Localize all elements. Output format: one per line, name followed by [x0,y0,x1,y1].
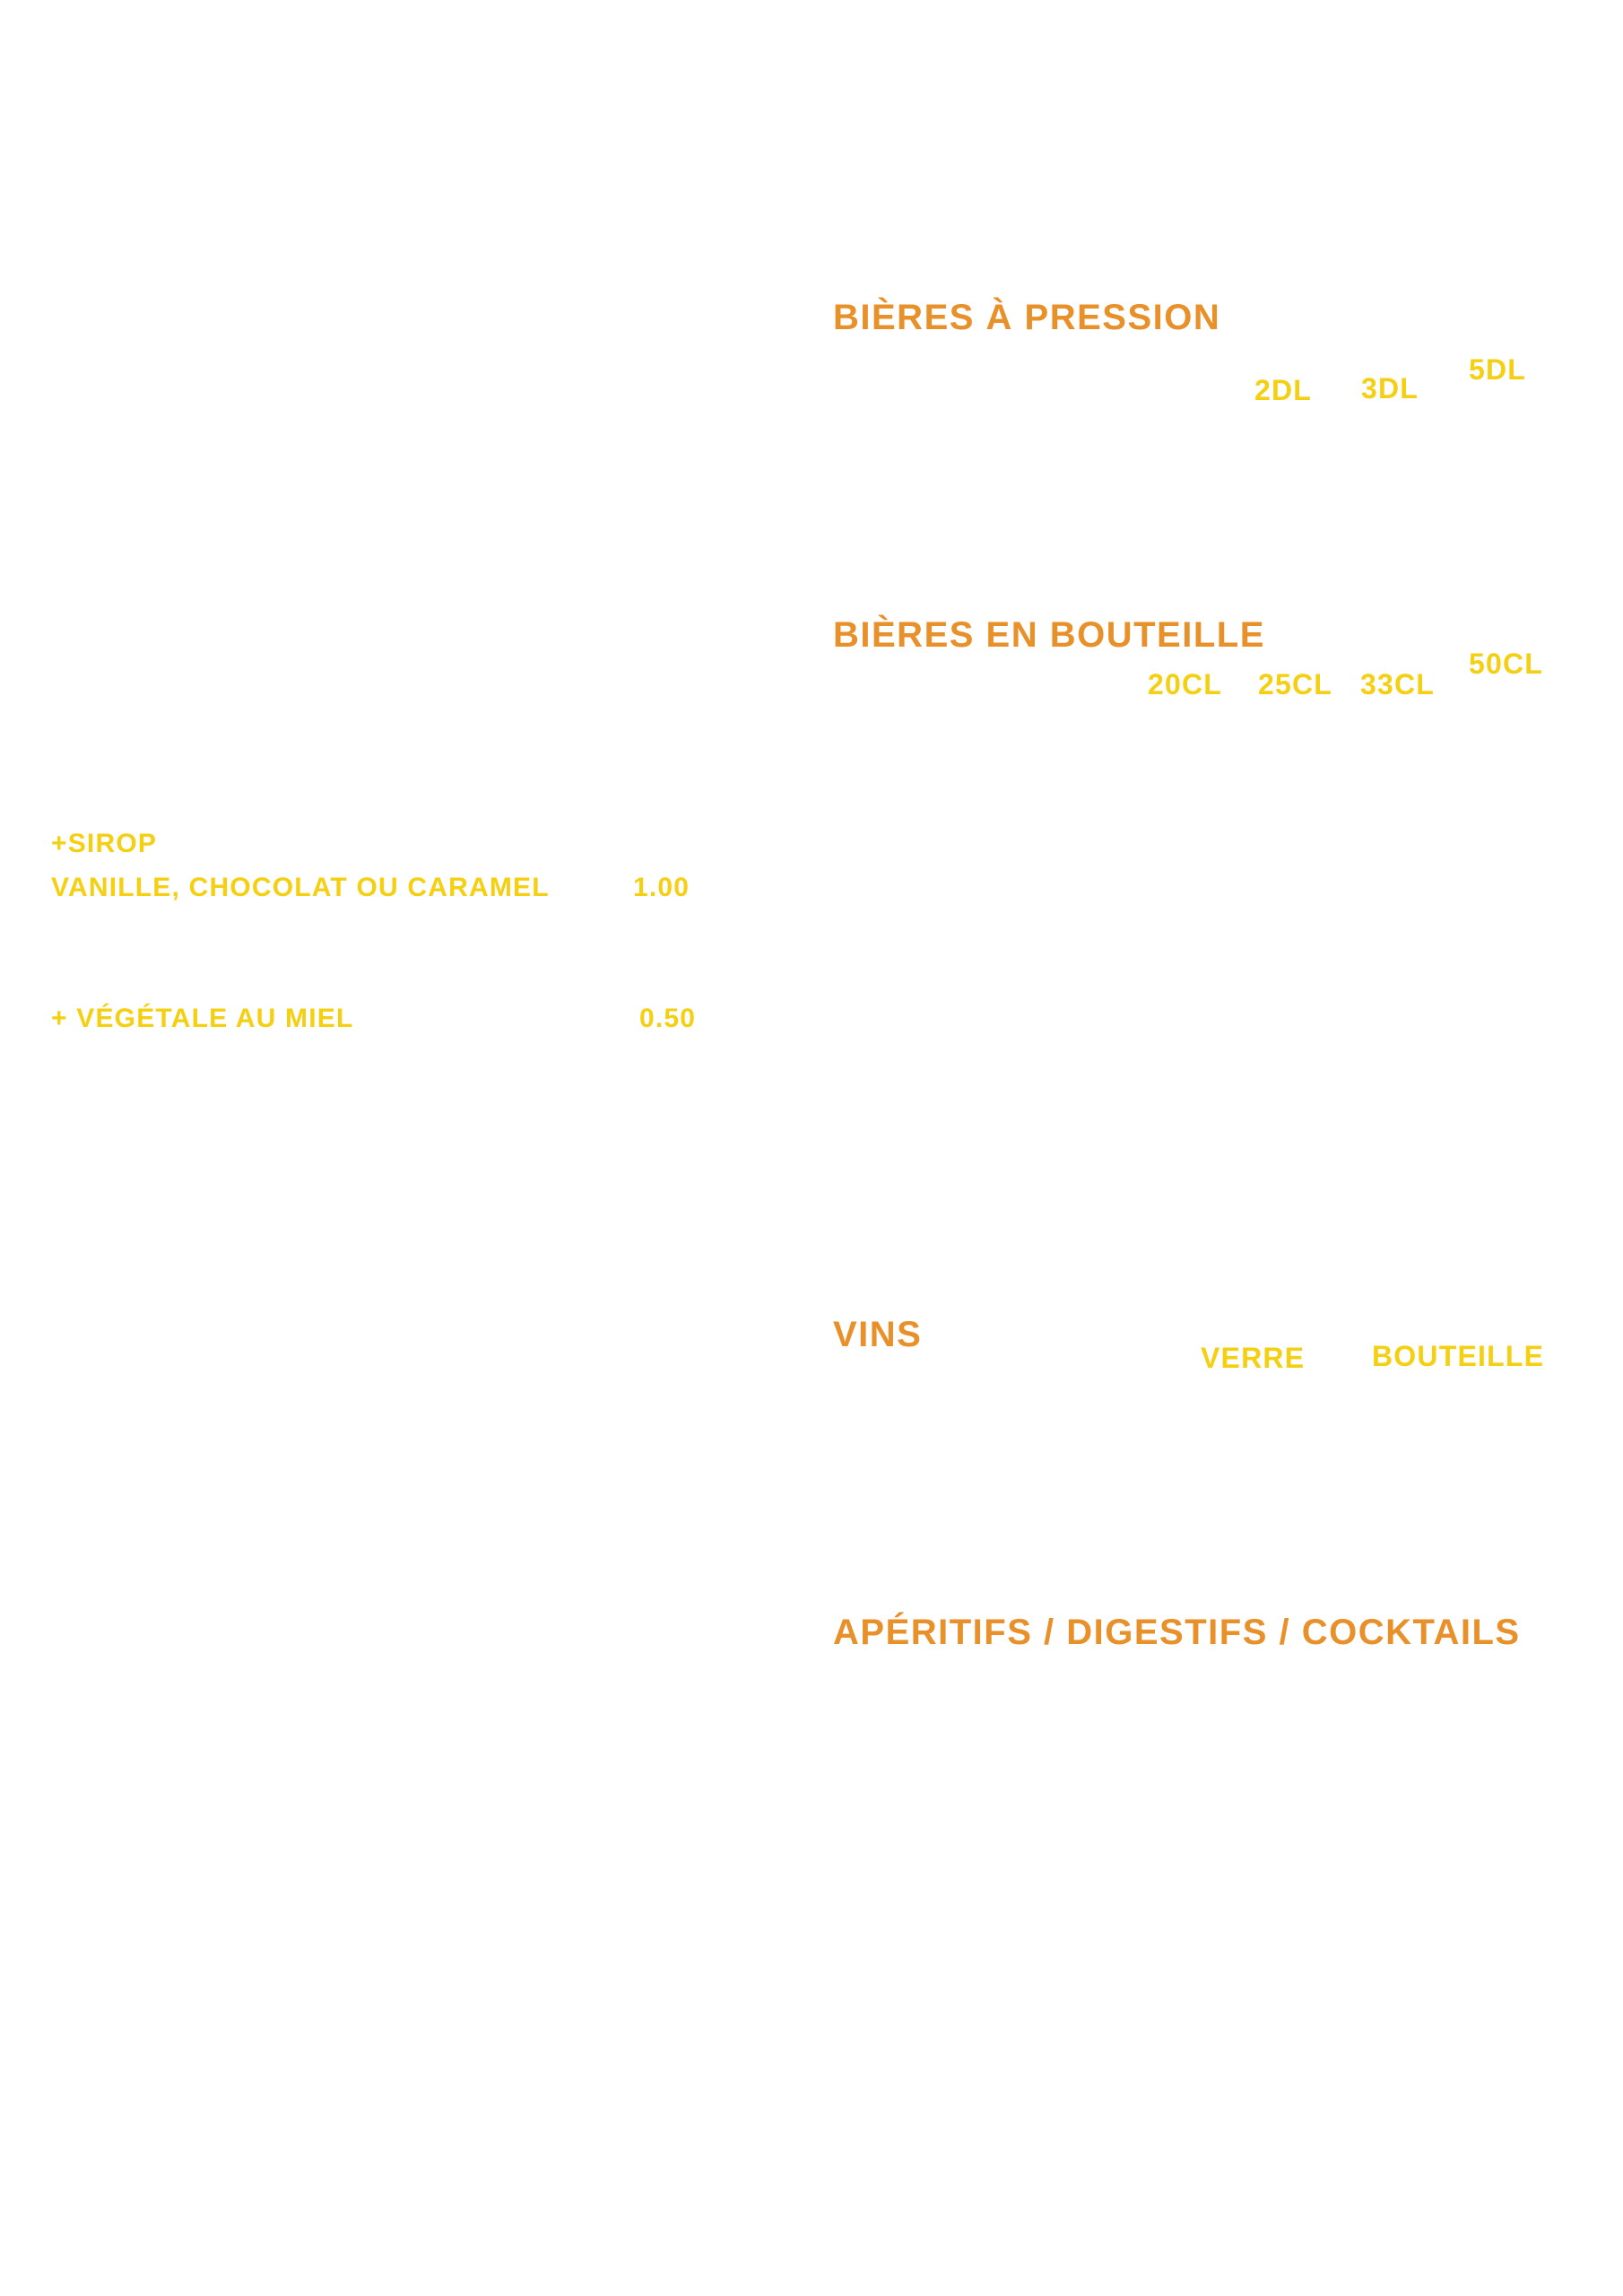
sirop-label: VANILLE, CHOCOLAT OU CARAMEL [51,873,550,902]
size-25cl: 25CL [1258,668,1333,700]
size-5dl: 5DL [1469,353,1527,386]
sirop-price: 1.00 [633,873,690,902]
column-verre: VERRE [1201,1342,1306,1374]
vegetale-label: + VÉGÉTALE AU MIEL [51,1004,354,1033]
section-title-bieres-bouteille: BIÈRES EN BOUTEILLE [833,615,1265,655]
size-3dl: 3DL [1361,372,1419,404]
sirop-title: +SIROP [51,829,158,858]
section-title-bieres-pression: BIÈRES À PRESSION [833,298,1221,337]
column-bouteille: BOUTEILLE [1372,1340,1545,1372]
vegetale-price: 0.50 [639,1004,697,1033]
size-20cl: 20CL [1148,668,1223,700]
size-2dl: 2DL [1254,374,1313,406]
size-50cl: 50CL [1469,648,1544,680]
section-title-aperitifs: APÉRITIFS / DIGESTIFS / COCKTAILS [833,1613,1521,1652]
section-title-vins: VINS [833,1315,923,1354]
size-33cl: 33CL [1360,668,1436,700]
